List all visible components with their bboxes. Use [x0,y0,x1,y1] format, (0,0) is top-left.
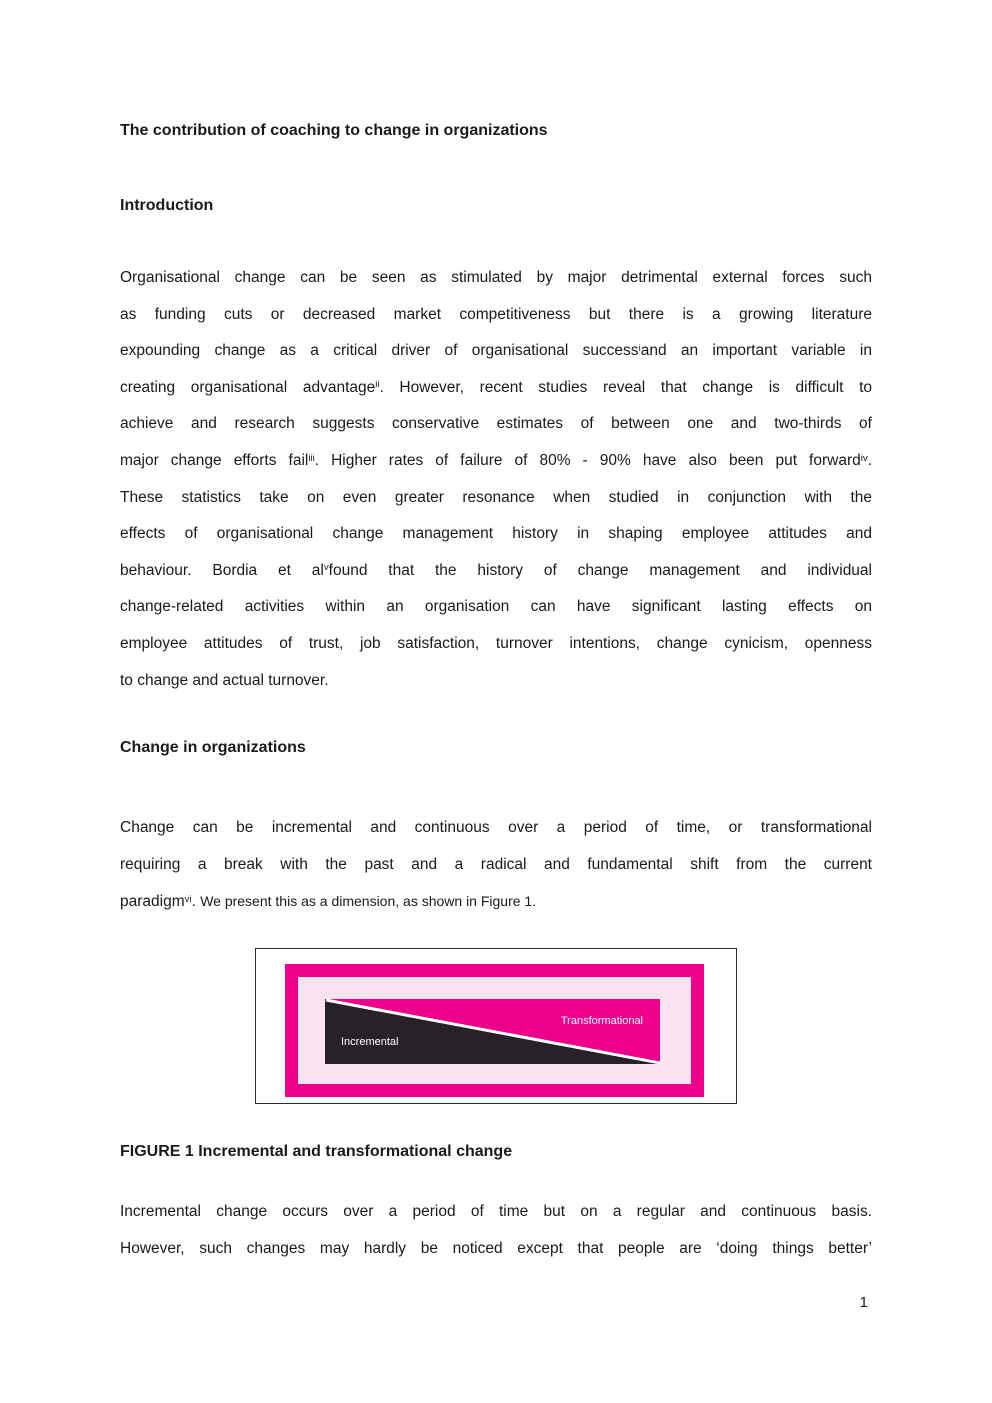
figure-1-diagram [325,999,660,1064]
text-line: as funding cuts or decreased market competitiveness but there is a growing literature [120,305,872,323]
transformational-label: Transformational [560,1014,643,1027]
paragraph-incremental [120,1194,872,1267]
text-line: However, such changes may hardly be noticed except that people are ‘doing things better’ [120,1239,872,1257]
heading-introduction: Introduction [120,197,214,214]
text-line: behaviour. Bordia et $al^vfound$ that the history of change management and individual [120,561,872,579]
text-line: requiring a break with the past and a radical and fundamental shift from the current [120,855,872,873]
text-line: expounding change as a critical driver of organisational success$^i$and an important variable in [120,342,872,360]
text-line: to change and actual turnover. [120,671,329,689]
paragraph-introduction [120,260,872,699]
document-title: The contribution of coaching to change in organizations [120,122,548,139]
figure-1-frame [285,964,704,1097]
text-line: effects of organisational change management history in shaping employee attitudes and [120,525,872,543]
text-line: employee attitudes of trust, job satisfaction, turnover intentions, change cynicism, openness [120,634,872,652]
text-line: paradigm$^{vi}$. We present this as a dimension, as shown in Figure 1. [120,893,537,911]
text-line: These statistics take on even greater resonance when studied in conjunction with the [120,488,872,506]
text-line: change-related activities within an organisation can have significant lasting effects on [120,598,872,616]
text-line: Organisational change can be seen as stimulated by major detrimental external forces such [120,269,872,286]
text-line: Incremental change occurs over a period of time but on a regular and continuous basis. [120,1202,872,1220]
paragraph-change [120,810,872,921]
page-number: 1 [859,1294,868,1311]
text-line: Change can be incremental and continuous over a period of time, or transformational [120,819,872,837]
incremental-label: Incremental [341,1035,399,1048]
text-line: creating organisational advantage$^{ii}$. However, recent studies reveal that change is difficult to [120,378,872,396]
text-line: major change efforts fail$^{iii}$. Higher rates of failure of 80% - 90% have also been put forward$^{iv}$. [120,451,872,469]
figure-1 [255,948,737,1104]
figure-1-caption: FIGURE 1 Incremental and transformational change [120,1142,513,1160]
text-line: achieve and research suggests conservative estimates of between one and two-thirds of [120,415,872,433]
heading-change-in-organizations: Change in organizations [120,739,306,757]
